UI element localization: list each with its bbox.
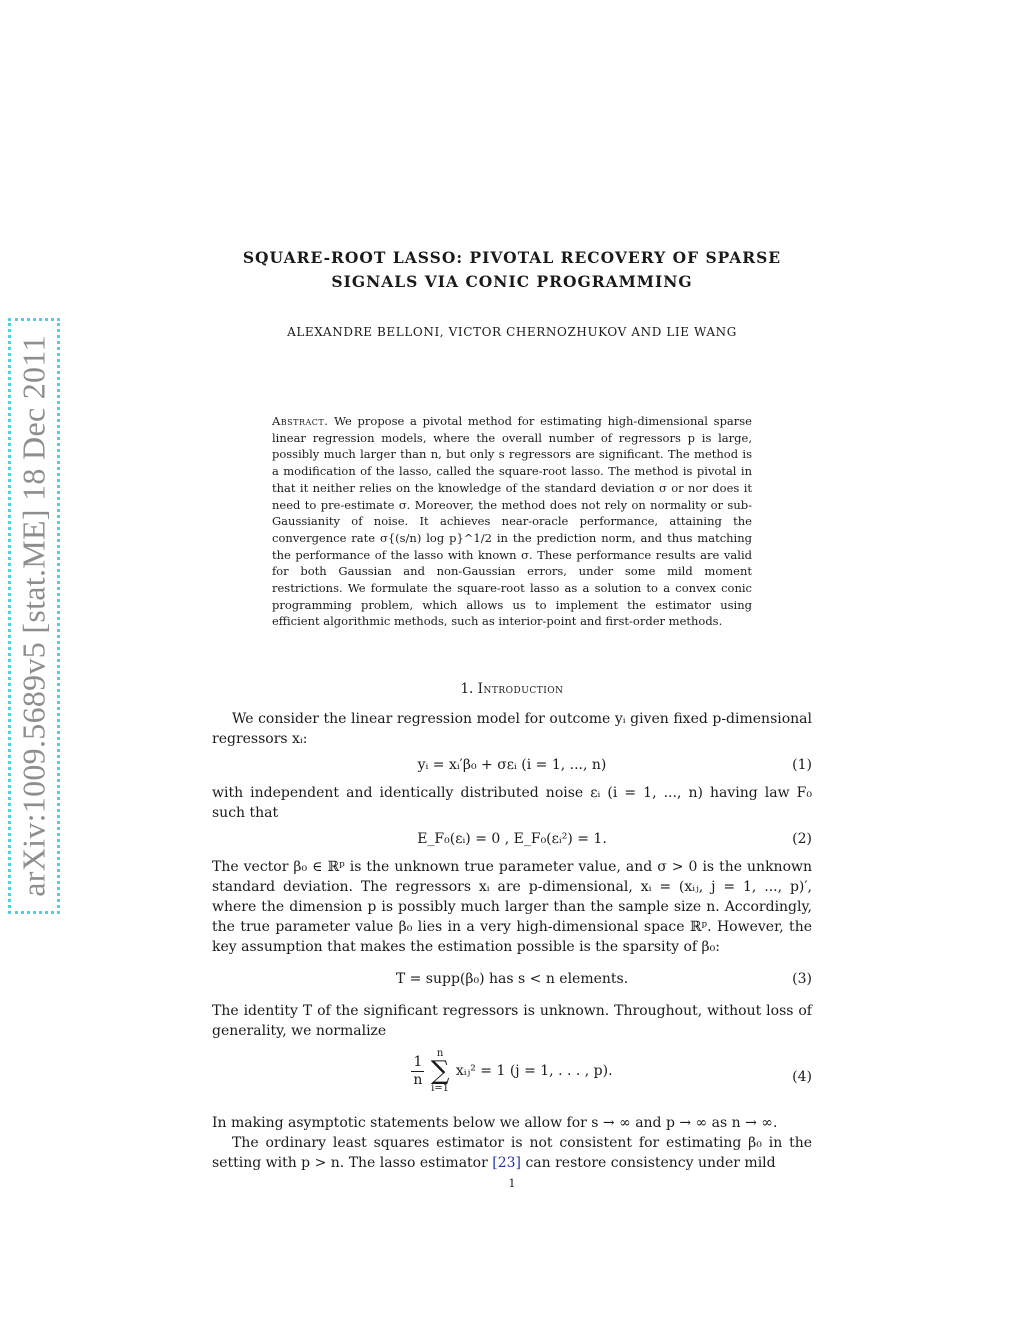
equation-4-rest: xᵢⱼ² = 1 (j = 1, . . . , p). — [455, 1063, 613, 1079]
section-heading — [0, 681, 1024, 697]
paragraph-6-text-b: can restore consistency under mild — [521, 1155, 776, 1171]
equation-1-number: (1) — [792, 757, 812, 773]
abstract-lead: Abstract. — [272, 414, 329, 428]
equation-4-number: (4) — [792, 1069, 812, 1085]
paragraph-6-text-a: The ordinary least squares estimator is not consistent for estimating β₀ in the setting with p > n. The lasso estimator — [212, 1135, 812, 1171]
summation — [431, 1048, 450, 1094]
paper-title-line-1: SQUARE-ROOT LASSO: PIVOTAL RECOVERY OF SPARSE — [242, 248, 782, 267]
paragraph-6 — [212, 1133, 812, 1173]
equation-3-body: T = supp(β₀) has s < n elements. — [395, 971, 629, 987]
paper-title-line-2: SIGNALS VIA CONIC PROGRAMMING — [331, 272, 693, 291]
equation-4-fraction — [411, 1054, 424, 1089]
paragraph-5: In making asymptotic statements below we allow for s → ∞ and p → ∞ as n → ∞. — [212, 1115, 778, 1131]
page-number: 1 — [508, 1177, 516, 1190]
section-number: 1. — [460, 681, 474, 697]
summation-symbol: ∑ — [430, 1056, 450, 1086]
equation-2-number: (2) — [792, 831, 812, 847]
paragraph-2: with independent and identically distributed noise εᵢ (i = 1, ..., n) having law F₀ such that — [212, 785, 812, 821]
equation-4-body — [212, 1048, 812, 1094]
abstract — [272, 413, 752, 630]
summation-lower: i=1 — [431, 1083, 450, 1094]
summation-upper: n — [436, 1048, 444, 1059]
equation-2-body: E_F₀(εᵢ) = 0 , E_F₀(εᵢ²) = 1. — [417, 831, 607, 847]
paragraph-4: The identity T of the significant regressors is unknown. Throughout, without loss of generality, we normalize — [212, 1003, 812, 1039]
paragraph-1: We consider the linear regression model for outcome yᵢ given fixed p-dimensional regressors xᵢ: — [212, 711, 812, 747]
equation-1-body: yᵢ = xᵢ′β₀ + σεᵢ (i = 1, ..., n) — [417, 757, 607, 773]
authors: ALEXANDRE BELLONI, VICTOR CHERNOZHUKOV AND LIE WANG — [287, 325, 737, 339]
citation-link[interactable]: [23] — [492, 1155, 521, 1171]
fraction-denominator: n — [413, 1071, 423, 1088]
arxiv-stamp-text: arXiv:1009.5689v5 [stat.ME] 18 Dec 2011 — [15, 335, 52, 897]
equation-3-number: (3) — [792, 971, 812, 987]
equation-4 — [212, 1048, 812, 1106]
section-title: Introduction — [477, 681, 564, 697]
abstract-text: We propose a pivotal method for estimating high-dimensional sparse linear regression models, where the overall number of regressors p is large, possibly much larger than n, but only s regressors are significant. The method is a modification of the lasso, called the square-root lasso. The method is pivotal in that it neither relies on the knowledge of the standard deviation σ or nor does it need to pre-estimate σ. Moreover, the method does not rely on normality or sub-Gaussianity of noise. It achieves near-oracle performance, attaining the convergence rate σ{(s/n) log p}^1/2 in the prediction norm, and thus matching the performance of the lasso with known σ. These performance results are valid for both Gaussian and non-Gaussian errors, under some mild moment restrictions. We formulate the square-root lasso as a solution to a convex conic programming problem, which allows us to implement the estimator using efficient algorithmic methods, such as interior-point and first-order methods. — [272, 414, 752, 629]
arxiv-stamp — [8, 318, 60, 914]
fraction-numerator: 1 — [413, 1053, 423, 1070]
paragraph-3: The vector β₀ ∈ ℝᵖ is the unknown true parameter value, and σ > 0 is the unknown standard deviation. The regressors xᵢ are p-dimensional, xᵢ = (xᵢⱼ, j = 1, ..., p)′, where the dimension p is possibly much larger than the sample size n. Accordingly, the true parameter value β₀ lies in a very high-dimensional space ℝᵖ. However, the key assumption that makes the estimation possible is the sparsity of β₀: — [212, 859, 812, 955]
